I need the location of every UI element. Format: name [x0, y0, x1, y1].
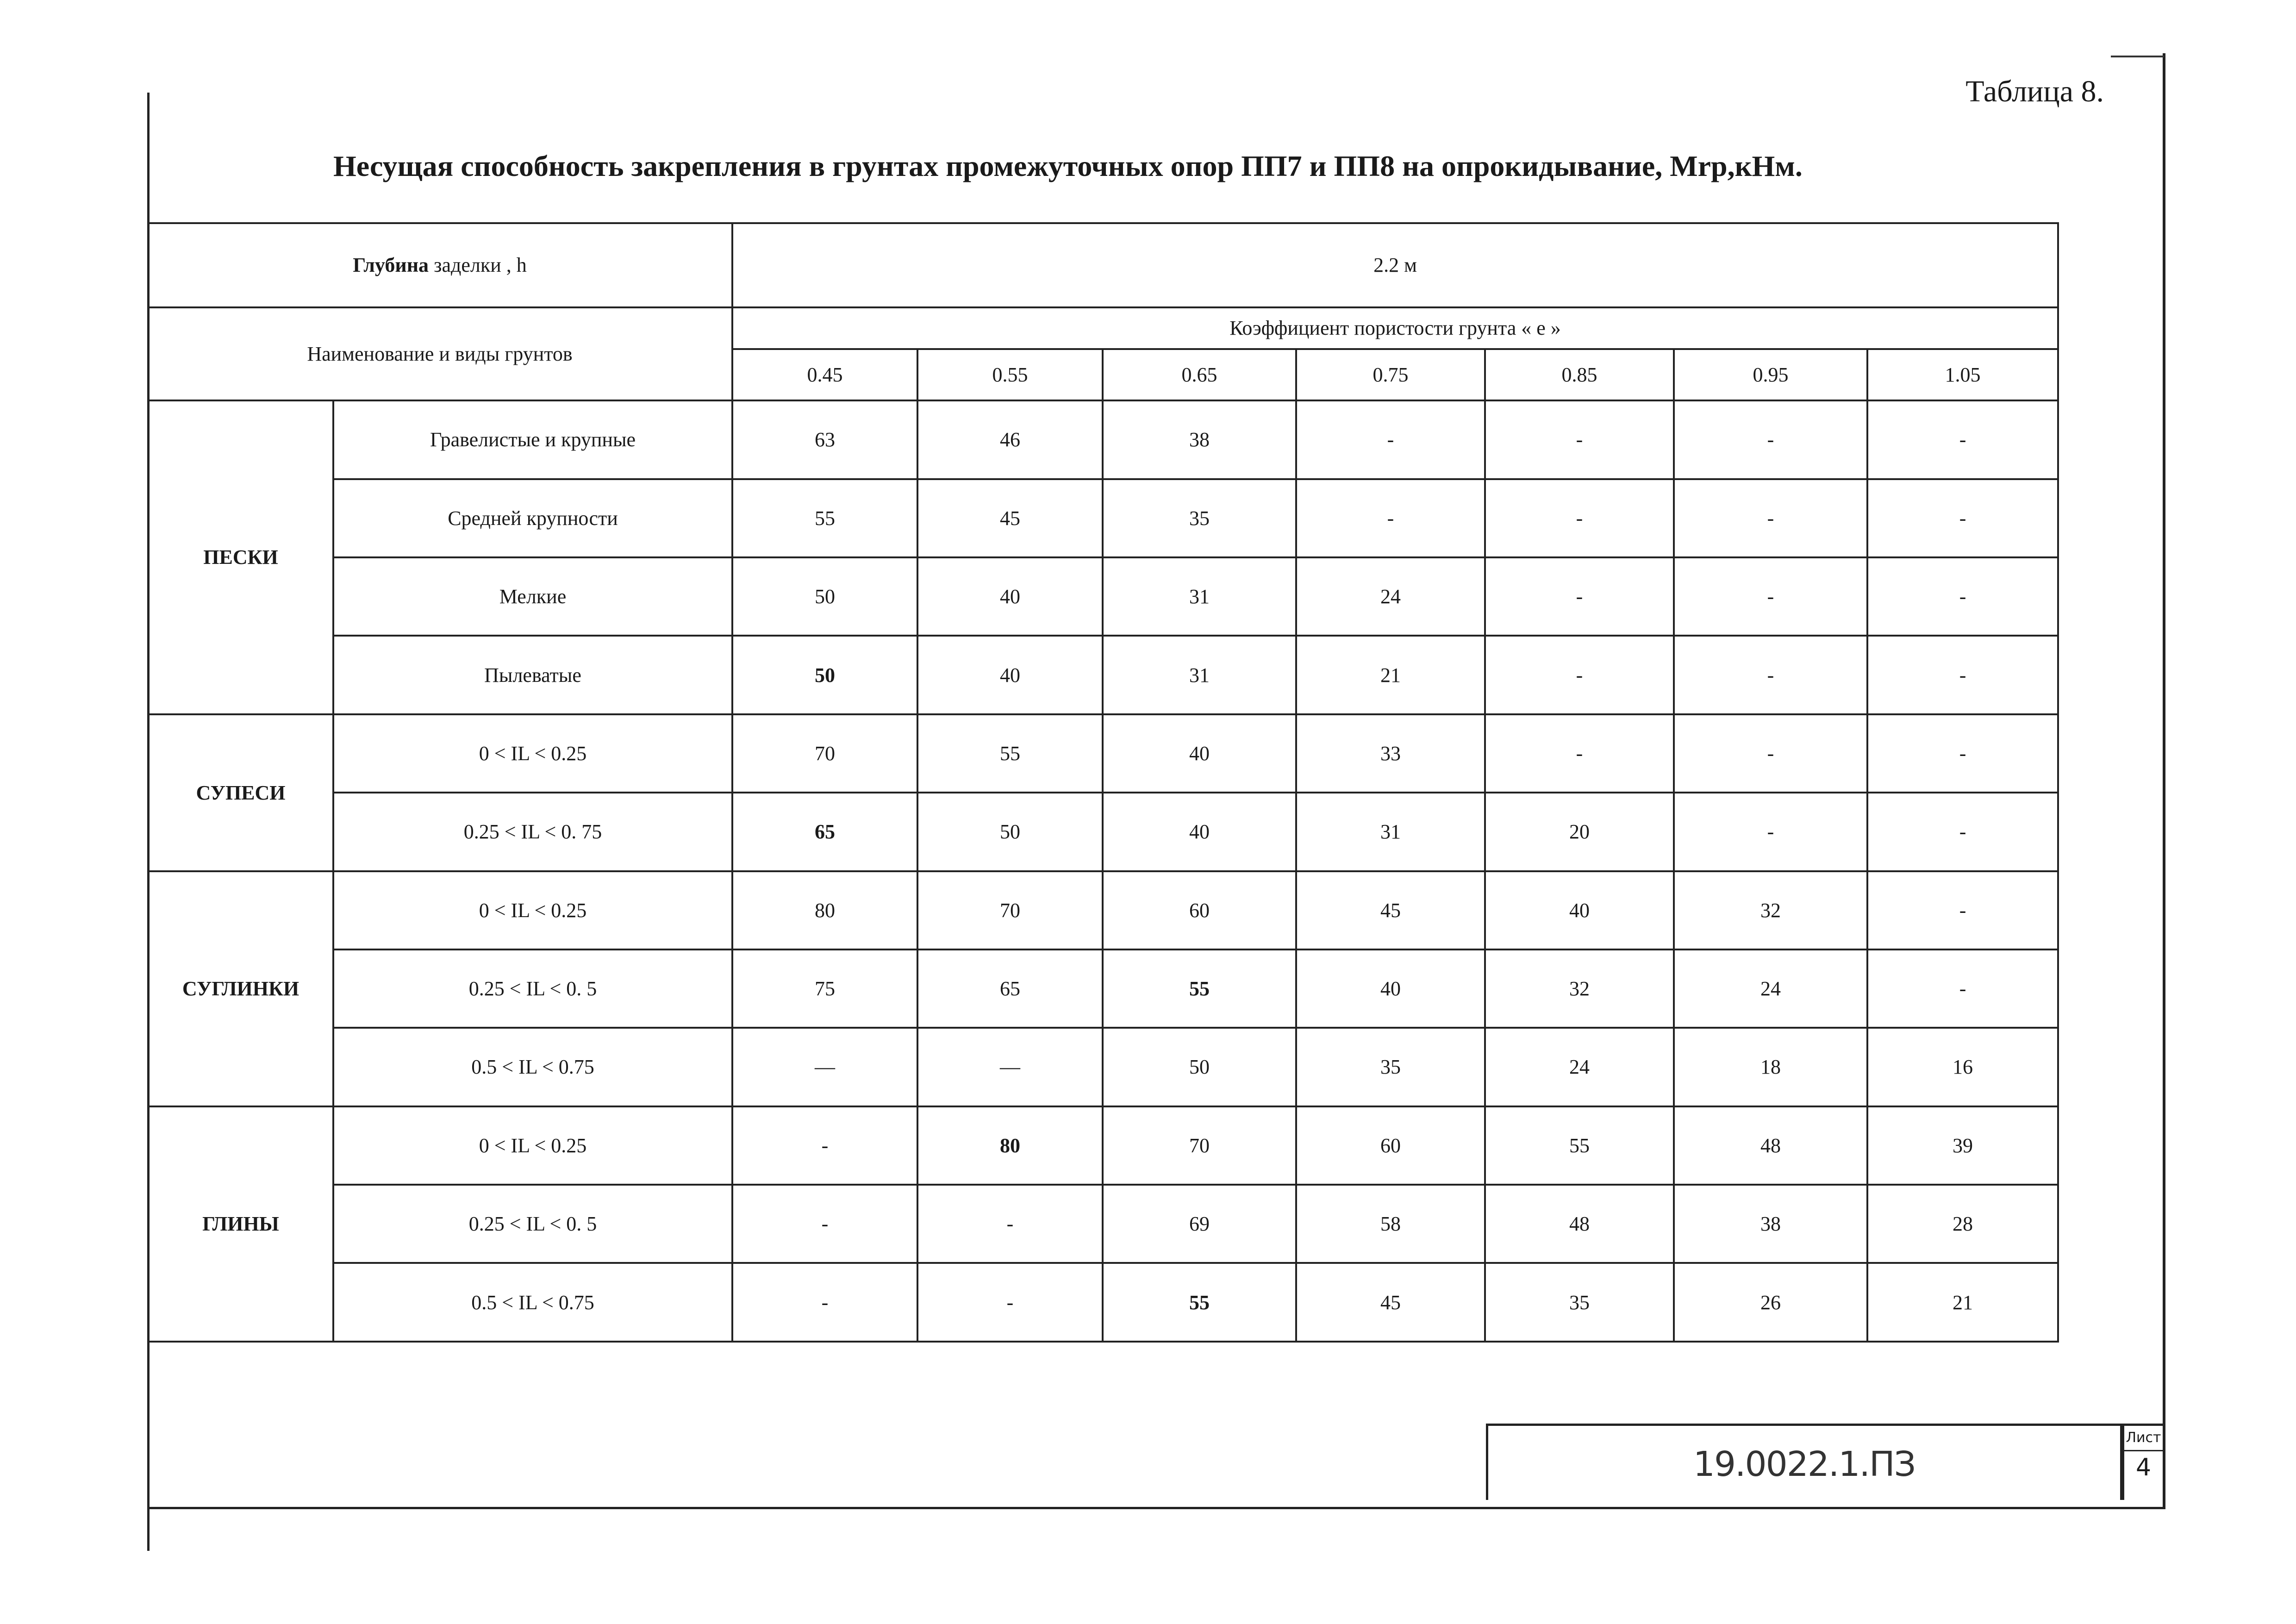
soil-name-label: Наименование и виды грунтов: [148, 307, 732, 401]
value-cell: 24: [1296, 557, 1485, 636]
page-title: Несущая способность закрепления в грунтах промежуточных опор ПП7 и ПП8 на опрокидывание, Мrр,кНм.: [333, 150, 1803, 182]
soil-type-label: 0 < IL < 0.25: [333, 714, 732, 793]
soil-type-label: Пылеватые: [333, 636, 732, 714]
value-cell: -: [917, 1263, 1103, 1342]
value-cell: 38: [1103, 400, 1296, 479]
value-cell: 55: [1485, 1106, 1674, 1185]
value-cell: -: [1674, 714, 1867, 793]
value-cell: 32: [1674, 871, 1867, 949]
table-row: [148, 949, 2058, 1028]
soil-group-label: СУГЛИНКИ: [148, 871, 333, 1106]
value-cell: 80: [917, 1106, 1103, 1185]
value-cell: 40: [917, 636, 1103, 714]
coef-header-4: 0.85: [1485, 349, 1674, 400]
value-cell: 35: [1485, 1263, 1674, 1342]
table-row: [148, 557, 2058, 636]
value-cell: -: [1485, 636, 1674, 714]
value-cell: 35: [1296, 1028, 1485, 1106]
table-row: [148, 400, 2058, 479]
value-cell: -: [1485, 400, 1674, 479]
value-cell: 55: [1103, 949, 1296, 1028]
value-cell: 70: [732, 714, 917, 793]
value-cell: -: [917, 1185, 1103, 1263]
coef-header-1: 0.55: [917, 349, 1103, 400]
soil-type-label: 0.25 < IL < 0. 5: [333, 1185, 732, 1263]
value-cell: 32: [1485, 949, 1674, 1028]
soil-type-label: 0 < IL < 0.25: [333, 871, 732, 949]
value-cell: 45: [1296, 1263, 1485, 1342]
value-cell: 40: [917, 557, 1103, 636]
soil-type-label: 0.25 < IL < 0. 75: [333, 793, 732, 871]
value-cell: 16: [1867, 1028, 2058, 1106]
soil-type-label: 0.5 < IL < 0.75: [333, 1263, 732, 1342]
value-cell: 31: [1296, 793, 1485, 871]
value-cell: -: [1867, 636, 2058, 714]
coef-header-6: 1.05: [1867, 349, 2058, 400]
value-cell: 18: [1674, 1028, 1867, 1106]
value-cell: 20: [1485, 793, 1674, 871]
value-cell: 55: [917, 714, 1103, 793]
value-cell: 33: [1296, 714, 1485, 793]
depth-label: Глубина заделки , h: [148, 223, 732, 307]
value-cell: 31: [1103, 636, 1296, 714]
table-row: [148, 1106, 2058, 1185]
value-cell: 60: [1296, 1106, 1485, 1185]
soil-type-label: 0 < IL < 0.25: [333, 1106, 732, 1185]
value-cell: 40: [1103, 714, 1296, 793]
frame-top-mark: [2111, 56, 2164, 57]
value-cell: -: [1674, 400, 1867, 479]
value-cell: 80: [732, 871, 917, 949]
table-row: [148, 1263, 2058, 1342]
sheet-number: 4: [2135, 1454, 2152, 1481]
value-cell: -: [1867, 557, 2058, 636]
value-cell: 45: [917, 479, 1103, 557]
value-cell: 50: [732, 636, 917, 714]
table-row: [148, 714, 2058, 793]
value-cell: 40: [1485, 871, 1674, 949]
value-cell: -: [1674, 479, 1867, 557]
value-cell: 60: [1103, 871, 1296, 949]
value-cell: -: [1296, 400, 1485, 479]
value-cell: -: [1867, 479, 2058, 557]
value-cell: -: [1867, 793, 2058, 871]
table-row: [148, 793, 2058, 871]
value-cell: 28: [1867, 1185, 2058, 1263]
value-cell: -: [1867, 871, 2058, 949]
value-cell: 70: [917, 871, 1103, 949]
soil-type-label: Средней крупности: [333, 479, 732, 557]
value-cell: 65: [732, 793, 917, 871]
sheet-label: Лист: [2124, 1426, 2163, 1451]
value-cell: 40: [1296, 949, 1485, 1028]
value-cell: —: [917, 1028, 1103, 1106]
sheet-box: [2122, 1424, 2165, 1500]
table-row: [148, 871, 2058, 949]
document-number: 19.0022.1.ПЗ: [1693, 1444, 1915, 1484]
value-cell: -: [1674, 793, 1867, 871]
coef-header-5: 0.95: [1674, 349, 1867, 400]
soil-type-label: 0.5 < IL < 0.75: [333, 1028, 732, 1106]
value-cell: 45: [1296, 871, 1485, 949]
value-cell: 69: [1103, 1185, 1296, 1263]
coef-label: Коэффициент пористости грунта « е »: [732, 307, 2058, 350]
value-cell: 58: [1296, 1185, 1485, 1263]
value-cell: 21: [1296, 636, 1485, 714]
soil-group-label: ПЕСКИ: [148, 400, 333, 714]
table-number: Таблица 8.: [1965, 75, 2104, 108]
soil-group-label: ГЛИНЫ: [148, 1106, 333, 1342]
value-cell: 48: [1485, 1185, 1674, 1263]
value-cell: 50: [1103, 1028, 1296, 1106]
depth-value: 2.2 м: [732, 223, 2058, 307]
frame-right-border: [2163, 53, 2165, 1507]
value-cell: 35: [1103, 479, 1296, 557]
soil-type-label: Гравелистые и крупные: [333, 400, 732, 479]
value-cell: 21: [1867, 1263, 2058, 1342]
frame-bottom-border: [147, 1507, 2165, 1509]
value-cell: 38: [1674, 1185, 1867, 1263]
value-cell: 39: [1867, 1106, 2058, 1185]
value-cell: -: [1296, 479, 1485, 557]
value-cell: -: [732, 1185, 917, 1263]
value-cell: -: [1867, 949, 2058, 1028]
value-cell: 70: [1103, 1106, 1296, 1185]
soil-type-label: 0.25 < IL < 0. 5: [333, 949, 732, 1028]
value-cell: 24: [1674, 949, 1867, 1028]
table-row: [148, 636, 2058, 714]
value-cell: 40: [1103, 793, 1296, 871]
soil-group-label: СУПЕСИ: [148, 714, 333, 871]
soil-type-label: Мелкие: [333, 557, 732, 636]
value-cell: 55: [1103, 1263, 1296, 1342]
table-row: [148, 1185, 2058, 1263]
value-cell: -: [1485, 714, 1674, 793]
value-cell: 55: [732, 479, 917, 557]
value-cell: -: [1867, 714, 2058, 793]
table-row: [148, 479, 2058, 557]
value-cell: -: [1485, 479, 1674, 557]
title-block-stamp: [1486, 1424, 2122, 1500]
value-cell: 63: [732, 400, 917, 479]
value-cell: -: [1674, 557, 1867, 636]
value-cell: -: [732, 1263, 917, 1342]
value-cell: 50: [917, 793, 1103, 871]
value-cell: 65: [917, 949, 1103, 1028]
value-cell: —: [732, 1028, 917, 1106]
value-cell: 26: [1674, 1263, 1867, 1342]
value-cell: 46: [917, 400, 1103, 479]
coef-header-2: 0.65: [1103, 349, 1296, 400]
value-cell: 24: [1485, 1028, 1674, 1106]
value-cell: -: [1867, 400, 2058, 479]
coef-header-0: 0.45: [732, 349, 917, 400]
capacity-table: [147, 222, 2059, 1343]
value-cell: 48: [1674, 1106, 1867, 1185]
value-cell: 75: [732, 949, 917, 1028]
value-cell: -: [1674, 636, 1867, 714]
value-cell: -: [1485, 557, 1674, 636]
value-cell: -: [732, 1106, 917, 1185]
table-row: [148, 1028, 2058, 1106]
coef-header-3: 0.75: [1296, 349, 1485, 400]
value-cell: 50: [732, 557, 917, 636]
value-cell: 31: [1103, 557, 1296, 636]
